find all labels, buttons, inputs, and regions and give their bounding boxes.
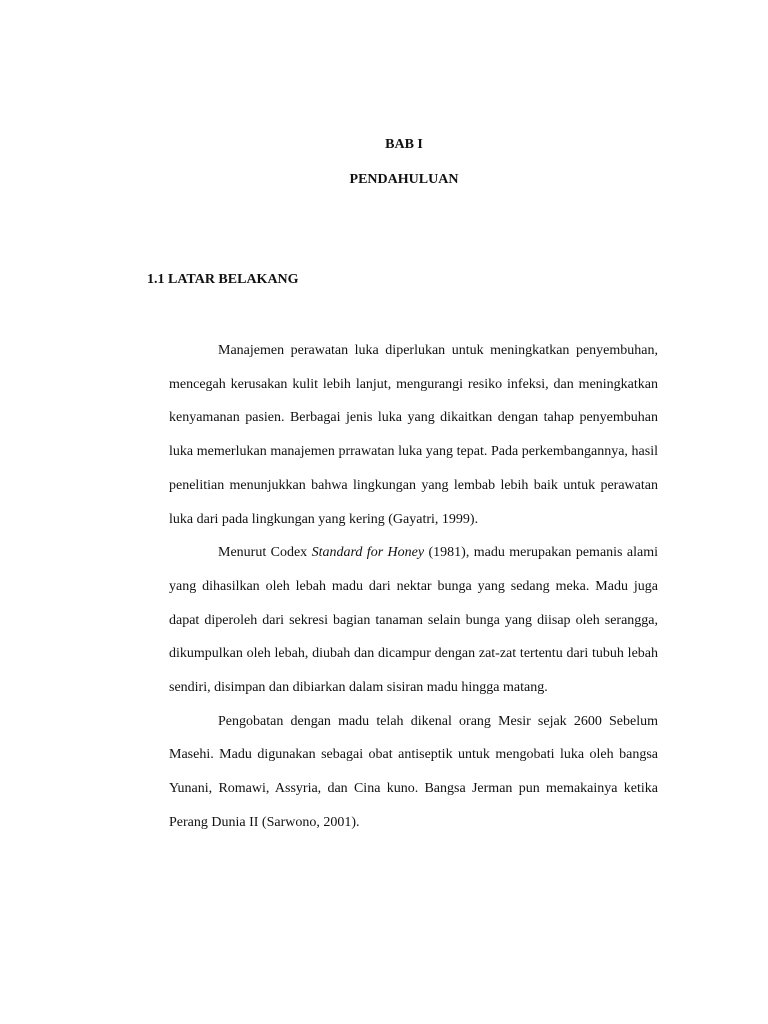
section-heading: 1.1 LATAR BELAKANG bbox=[147, 272, 299, 287]
paragraph-2-lead: Menurut Codex bbox=[218, 545, 312, 561]
paragraph-2-italic-title: Standard for Honey bbox=[311, 545, 425, 561]
body-text bbox=[169, 334, 658, 840]
paragraph-2 bbox=[169, 536, 658, 705]
chapter-number: BAB I bbox=[385, 137, 423, 152]
paragraph-1: Manajemen perawatan luka diperlukan untuk meningkatkan penyembuhan, mencegah kerusakan kulit lebih lanjut, mengurangi resiko infeksi, dan meningkatkan kenyamanan pasien. Berbagai jenis luka yang dikaitkan dengan tahap penyembuhan luka memerlukan manajemen prrawatan luka yang tepat. Pada perkembangannya, hasil penelitian menunjukkan bahwa lingkungan yang lembab lebih baik untuk perawatan luka dari pada lingkungan yang kering (Gayatri, 1999). bbox=[169, 343, 658, 527]
paragraph-2-rest: (1981), madu merupakan pemanis alami yang dihasilkan oleh lebah madu dari nektar bunga yang sedang meka. Madu juga dapat diperoleh dari sekresi bagian tanaman selain bunga yang diisap oleh serangga, dikumpulkan oleh lebah, diubah dan dicampur dengan zat-zat tertentu dari tubuh lebah sendiri, disimpan dan dibiarkan dalam sisiran madu hingga matang. bbox=[169, 545, 658, 696]
paragraph-3: Pengobatan dengan madu telah dikenal orang Mesir sejak 2600 Sebelum Masehi. Madu digunakan sebagai obat antiseptik untuk mengobati luka oleh bangsa Yunani, Romawi, Assyria, dan Cina kuno. Bangsa Jerman pun memakainya ketika Perang Dunia II (Sarwono, 2001). bbox=[169, 713, 658, 830]
chapter-title: PENDAHULUAN bbox=[349, 172, 459, 187]
